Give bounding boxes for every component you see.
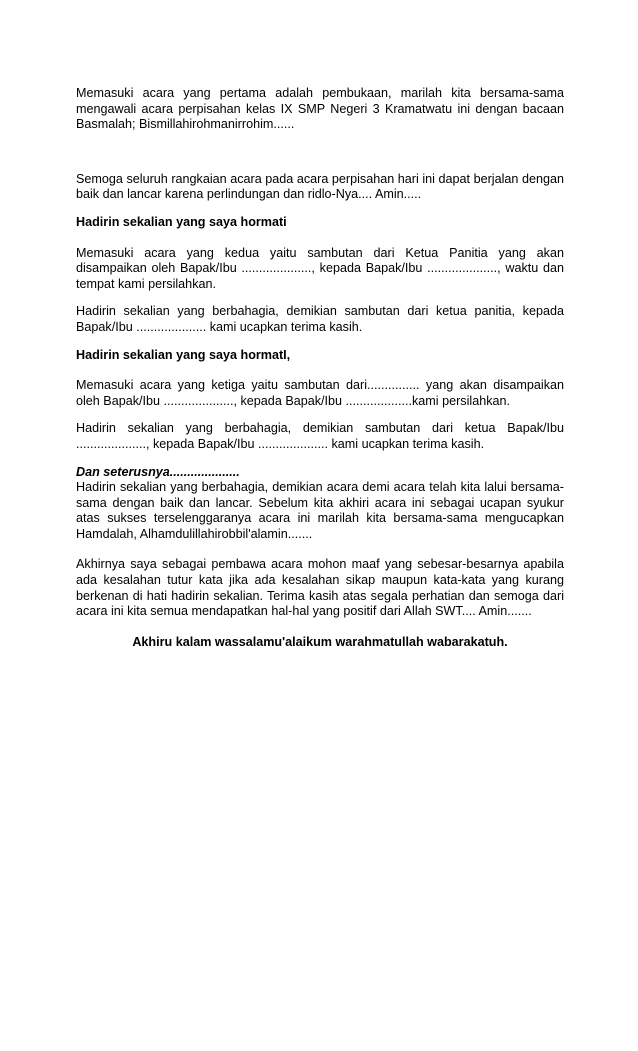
- spacer: [76, 620, 564, 635]
- second-event-paragraph: Memasuki acara yang kedua yaitu sambutan dari Ketua Panitia yang akan disampaikan oleh Bapak/Ibu ...................., kepada Bapak/Ibu ...................., waktu dan tempat kami persilahkan.: [76, 245, 564, 291]
- document-page: [76, 86, 564, 650]
- spacer: [76, 363, 564, 378]
- section-heading-1: Hadirin sekalian yang saya hormati: [76, 214, 287, 229]
- spacer: [76, 542, 564, 557]
- spacer: [76, 133, 564, 172]
- spacer: [76, 409, 564, 421]
- spacer: [76, 203, 564, 215]
- third-event-paragraph: Memasuki acara yang ketiga yaitu sambutan dari............... yang akan disampaikan oleh Bapak/Ibu ...................., kepada Bapak/Ibu ...................kami persilahkan.: [76, 378, 564, 408]
- spacer: [76, 453, 564, 465]
- spacer: [76, 292, 564, 304]
- committee-thanks-paragraph: Hadirin sekalian yang berbahagia, demikian sambutan dari ketua panitia, kepada Bapak/Ibu .................... kami ucapkan terima kasih.: [76, 304, 564, 334]
- spacer: [76, 231, 564, 246]
- closing-salutation: Akhiru kalam wassalamu'alaikum warahmatullah wabarakatuh.: [132, 634, 508, 649]
- apology-paragraph: Akhirnya saya sebagai pembawa acara mohon maaf yang sebesar-besarnya apabila ada kesalahan tutur kata jika ada kesalahan sikap maupun kata-kata yang kurang berkenan di hati hadirin sekalian. Terima kasih atas segala perhatian dan semoga dari acara ini kita semua mendapatkan hal-hal yang positif dari Allah SWT.... Amin.......: [76, 557, 564, 619]
- spacer: [76, 336, 564, 348]
- section-heading-2: Hadirin sekalian yang saya hormatI,: [76, 347, 291, 362]
- prayer-paragraph: Semoga seluruh rangkaian acara pada acara perpisahan hari ini dapat berjalan dengan baik dan lancar karena perlindungan dan ridlo-Nya.... Amin.....: [76, 171, 564, 202]
- closing-event-paragraph: Hadirin sekalian yang berbahagia, demikian acara demi acara telah kita lalui bersama-sama dengan baik dan lancar. Sebelum kita akhiri acara ini sebagai ucapan syukur atas sukses terselenggaranya acara ini marilah kita bersama-sama mengucapkan Hamdalah, Alhamdulillahirobbil'alamin.......: [76, 480, 564, 541]
- third-thanks-paragraph: Hadirin sekalian yang berbahagia, demikian sambutan dari ketua Bapak/Ibu ...................., kepada Bapak/Ibu .................... kami ucapkan terima kasih.: [76, 421, 564, 451]
- opening-paragraph: Memasuki acara yang pertama adalah pembukaan, marilah kita bersama-sama mengawali acara perpisahan kelas IX SMP Negeri 3 Kramatwatu ini dengan bacaan Basmalah; Bismillahirohmanirrohim......: [76, 86, 564, 132]
- and-so-on-subheading: Dan seterusnya....................: [76, 464, 240, 479]
